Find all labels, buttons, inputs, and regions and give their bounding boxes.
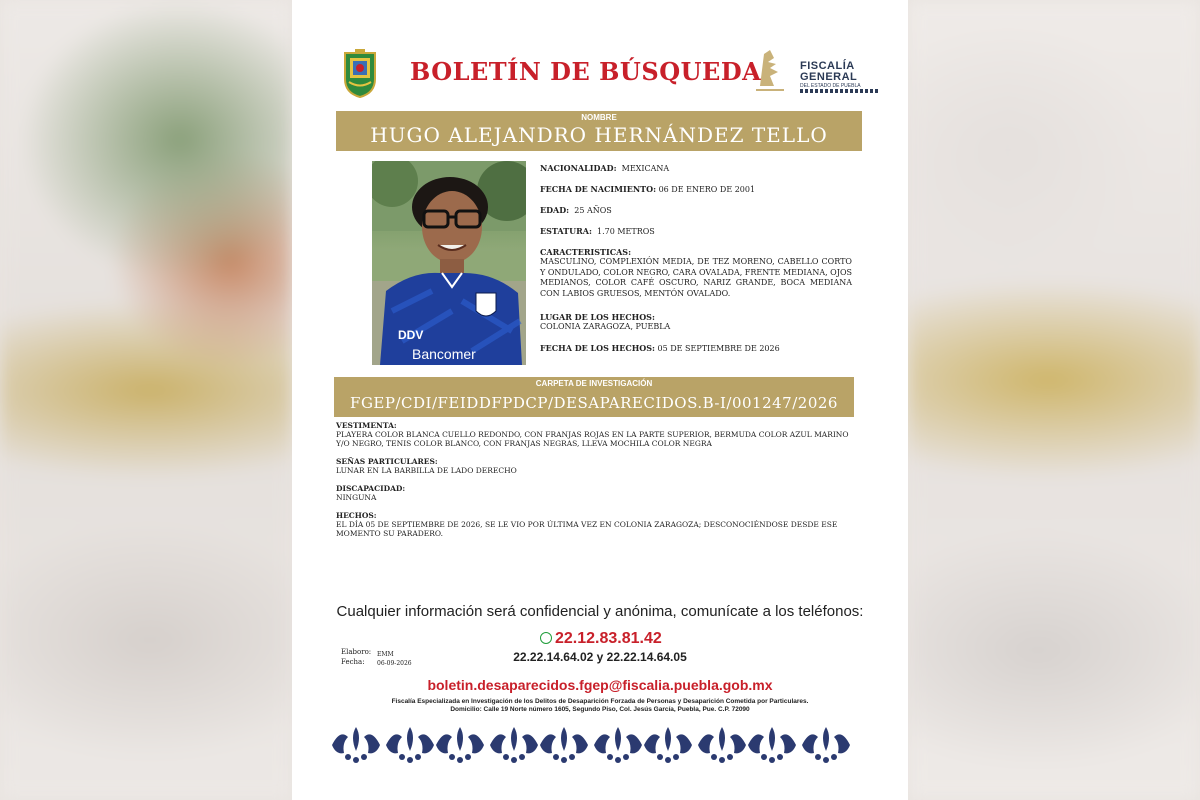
marks-value: LUNAR EN LA BARBILLA DE LADO DERECHO bbox=[336, 466, 517, 475]
ornament-9 bbox=[748, 727, 796, 763]
place-label-row bbox=[540, 312, 655, 322]
shirt-text-sponsor: Bancomer bbox=[412, 346, 476, 362]
ornament-5 bbox=[540, 727, 588, 763]
marks-label: SEÑAS PARTICULARES: bbox=[336, 457, 438, 466]
investigation-file-banner bbox=[334, 377, 854, 417]
fiscalia-pattern-strip bbox=[800, 89, 878, 93]
facts-value: EL DÍA 05 DE SEPTIEMBRE DE 2026, SE LE VIO POR ÚLTIMA VEZ EN COLONIA ZARAGOZA; DESCONOCIÉNDOSE DESDE ESE MOMENTO SU PARADERO. bbox=[336, 520, 838, 538]
height-value: 1.70 METROS bbox=[597, 227, 655, 236]
height-row bbox=[540, 226, 655, 236]
birthdate-value: 06 DE ENERO DE 2001 bbox=[658, 185, 756, 194]
event-date-label: FECHA DE LOS HECHOS: bbox=[540, 343, 655, 353]
fiscalia-emblem-icon bbox=[754, 46, 790, 94]
footer-agency-line: Fiscalía Especializada en Investigación de los Delitos de Desaparición Forzada de Personas y Desaparición Cometida por Particulares. bbox=[391, 698, 809, 705]
height-label: ESTATURA: bbox=[540, 226, 592, 236]
clothing-value: PLAYERA COLOR BLANCA CUELLO REDONDO, CON FRANJAS ROJAS EN LA PARTE SUPERIOR, BERMUDA COLOR AZUL MARINO Y/O NEGRO, TENIS COLOR BLANCO, CON FRANJAS NEGRAS, LLEVA MOCHILA COLOR NEGRA bbox=[336, 430, 849, 448]
puebla-shield-logo bbox=[341, 49, 379, 99]
phone-numbers[interactable]: 22.22.14.64.02 y 22.22.14.64.05 bbox=[513, 650, 687, 664]
whatsapp-icon bbox=[540, 632, 552, 644]
age-label: EDAD: bbox=[540, 205, 570, 215]
name-caption: NOMBRE bbox=[581, 113, 617, 122]
characteristics-label-row bbox=[540, 247, 631, 257]
disability-label: DISCAPACIDAD: bbox=[336, 484, 406, 493]
talavera-ornament-strip bbox=[332, 725, 872, 765]
characteristics-label: CARACTERISTICAS: bbox=[540, 247, 632, 257]
fiscalia-logo bbox=[754, 46, 884, 96]
event-date-row bbox=[540, 343, 780, 353]
ornament-4 bbox=[490, 727, 538, 763]
bulletin-title: BOLETÍN DE BÚSQUEDA bbox=[410, 57, 762, 86]
age-value: 25 AÑOS bbox=[574, 206, 612, 215]
person-name: HUGO ALEJANDRO HERNÁNDEZ TELLO bbox=[370, 123, 828, 147]
clothing-section bbox=[336, 421, 856, 448]
nationality-value: MEXICANA bbox=[621, 164, 670, 173]
blurred-background-left bbox=[0, 0, 292, 800]
name-banner bbox=[336, 111, 862, 151]
ornament-1 bbox=[332, 727, 380, 763]
ornament-2 bbox=[386, 727, 434, 763]
place-label: LUGAR DE LOS HECHOS: bbox=[540, 312, 655, 322]
prepared-by-label: Elaboro: bbox=[341, 648, 372, 656]
ornament-6 bbox=[594, 727, 642, 763]
investigation-file-number: FGEP/CDI/FEIDDFPDCP/DESAPARECIDOS.B-I/001247/2026 bbox=[350, 394, 838, 412]
characteristics-value: MASCULINO, COMPLEXIÓN MEDIA, DE TEZ MORENO, CABELLO CORTO Y ONDULADO, COLOR NEGRO, CARA OVALADA, FRENTE MEDIANA, OJOS MEDIANOS, COLOR CAFÉ OSCURO, NARIZ GRANDE, BOCA MEDIANA CON LABIOS GRUESOS, MENTÓN OVALADO. bbox=[540, 257, 852, 298]
fiscalia-name-line2: GENERAL bbox=[800, 71, 858, 83]
whatsapp-phone-line bbox=[540, 630, 662, 648]
marks-section bbox=[336, 457, 856, 475]
blurred-background-right bbox=[908, 0, 1200, 800]
footer-address-line: Domicilio: Calle 19 Norte número 1605, Segundo Piso, Col. Jesús García, Puebla, Pue. C.P. 72090 bbox=[450, 706, 750, 713]
missing-person-photo bbox=[372, 161, 526, 365]
prepared-date-value: 06-09-2026 bbox=[377, 660, 412, 667]
ornament-7 bbox=[644, 727, 692, 763]
ornament-8 bbox=[698, 727, 746, 763]
shirt-text-top: DDV bbox=[398, 328, 424, 342]
facts-section bbox=[336, 511, 856, 538]
whatsapp-phone[interactable]: 22.12.83.81.42 bbox=[555, 630, 662, 647]
nationality-label: NACIONALIDAD: bbox=[540, 163, 617, 173]
contact-email[interactable]: boletin.desaparecidos.fgep@fiscalia.puebla.gob.mx bbox=[427, 677, 773, 693]
photo-illustration bbox=[372, 161, 526, 365]
place-value: COLONIA ZARAGOZA, PUEBLA bbox=[540, 322, 671, 331]
birthdate-row bbox=[540, 184, 755, 194]
prepared-by-value: EMM bbox=[377, 651, 394, 658]
prepared-date-label: Fecha: bbox=[341, 658, 365, 666]
nationality-row bbox=[540, 163, 669, 173]
facts-label: HECHOS: bbox=[336, 511, 377, 520]
age-row bbox=[540, 205, 612, 215]
investigation-file-caption: CARPETA DE INVESTIGACIÓN bbox=[535, 379, 653, 388]
disability-value: NINGUNA bbox=[336, 493, 377, 502]
disability-section bbox=[336, 484, 856, 502]
fiscalia-name-line3: DEL ESTADO DE PUEBLA bbox=[800, 83, 861, 89]
birthdate-label: FECHA DE NACIMIENTO: bbox=[540, 184, 657, 194]
fiscalia-name-line1: FISCALÍA bbox=[800, 60, 855, 72]
ornament-10 bbox=[802, 727, 850, 763]
confidential-info-line: Cualquier información será confidencial y anónima, comunícate a los teléfonos: bbox=[336, 603, 864, 620]
search-bulletin-document bbox=[292, 0, 908, 800]
event-date-value: 05 DE SEPTIEMBRE DE 2026 bbox=[657, 344, 780, 353]
ornament-3 bbox=[436, 727, 484, 763]
clothing-label: VESTIMENTA: bbox=[336, 421, 397, 430]
